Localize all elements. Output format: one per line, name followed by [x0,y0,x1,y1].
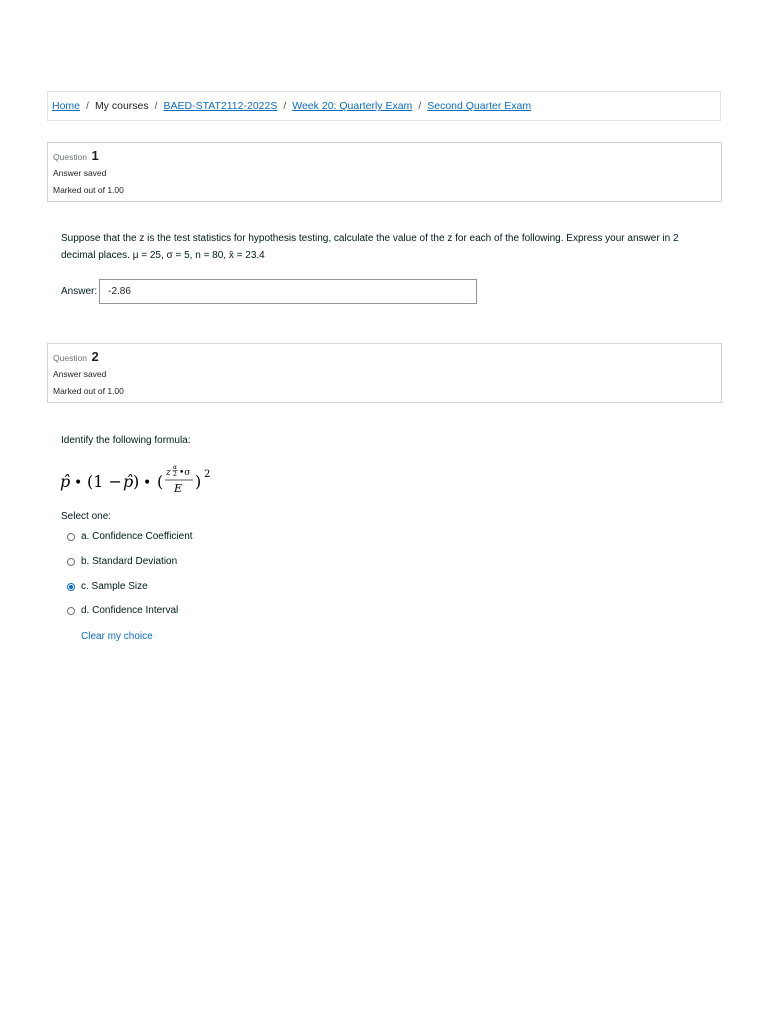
formula-close: ) [133,472,140,491]
question-grade: Marked out of 1.00 [53,185,124,195]
question-label: Question [53,152,88,162]
answer-input[interactable] [99,279,477,304]
radio-button[interactable] [67,607,75,615]
formula-E: E [174,482,183,495]
radio-button[interactable] [67,533,75,541]
formula-z: z [166,468,171,478]
breadcrumb-separator: / [418,100,422,112]
question-number: 2 [91,349,99,364]
question-state: Answer saved [53,369,107,379]
breadcrumb-my-courses: My courses [94,100,149,112]
formula-dot: • [143,475,152,491]
answer-row [61,279,477,304]
option-a[interactable] [67,531,193,542]
option-d[interactable] [67,605,178,616]
formula-close-paren: ) [195,472,202,491]
formula-open-paren: ( [157,472,164,491]
breadcrumb-separator: / [283,100,287,112]
formula-phat: p̂ [60,472,71,491]
clear-choice-link[interactable]: Clear my choice [81,631,153,642]
formula-dot: • [74,475,83,491]
formula-sigma: •σ [179,468,191,478]
formula-alpha: α [173,464,178,471]
question-text-line: Suppose that the z is the test statistics for hypothesis testing, calculate the value of the z for each of the following. Express your answer in 2 [61,233,679,244]
formula-one-minus: (1 − [87,472,122,491]
question-label: Question [53,353,88,363]
breadcrumb-course-link[interactable]: BAED-STAT2112-2022S [163,100,278,112]
select-one-label: Select one: [61,511,112,522]
radio-button-selected[interactable] [67,583,75,591]
option-c[interactable] [67,581,148,592]
breadcrumb-exam-link[interactable]: Second Quarter Exam [427,100,532,112]
question-grade: Marked out of 1.00 [53,386,124,396]
answer-label: Answer: [61,286,98,297]
formula-phat: p̂ [123,472,134,491]
question-1-text [61,230,679,264]
breadcrumb-home-link[interactable]: Home [52,100,81,112]
question-state: Answer saved [53,168,107,178]
radio-button[interactable] [67,558,75,566]
option-label: d. Confidence Interval [81,605,179,616]
breadcrumb-separator: / [154,100,158,112]
question-text-line: decimal places. μ = 25, σ = 5, n = 80, x̄ = 23.4 [61,250,265,261]
option-b[interactable] [67,556,177,567]
breadcrumb [47,91,721,121]
question-number: 1 [91,148,99,163]
breadcrumb-week-link[interactable]: Week 20: Quarterly Exam [292,100,413,112]
formula-two: 2 [173,471,177,478]
option-label: c. Sample Size [81,581,148,592]
option-label: a. Confidence Coefficient [81,531,193,542]
question-1-info [47,142,722,202]
option-label: b. Standard Deviation [81,556,178,567]
breadcrumb-separator: / [86,100,89,112]
question-2-info [47,343,722,403]
sample-size-formula [60,460,240,500]
question-2-text: Identify the following formula: [61,435,191,446]
formula-power: 2 [204,469,211,480]
